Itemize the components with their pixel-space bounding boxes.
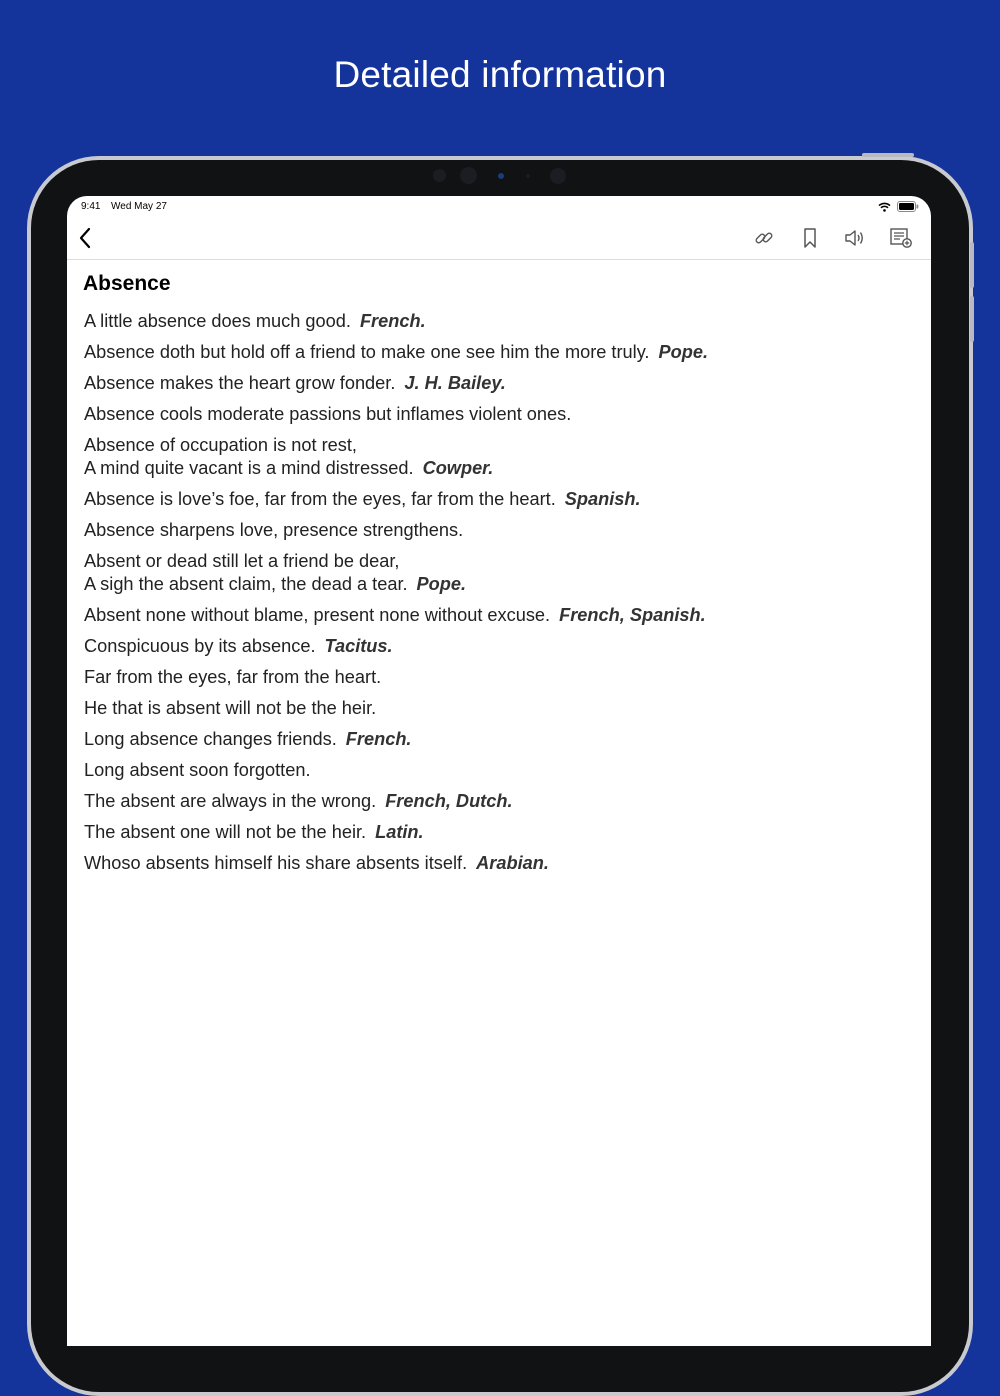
status-date: Wed May 27: [111, 201, 167, 212]
quote-text: Absence cools moderate passions but inflames violent ones.: [84, 404, 572, 424]
camera-flood: [526, 174, 530, 178]
quote-text: Absence sharpens love, presence strengthens.: [84, 520, 464, 540]
speaker-icon: [843, 227, 865, 249]
quote-item: [84, 635, 913, 658]
back-button[interactable]: [71, 224, 99, 252]
quote-item: [84, 403, 913, 426]
quote-item: [84, 341, 913, 364]
app-screen: [67, 196, 931, 1346]
quote-item: [84, 821, 913, 844]
quote-text: Whoso absents himself his share absents itself. Arabian.: [84, 853, 549, 873]
nav-bar: [67, 218, 931, 260]
quote-source: Pope.: [658, 342, 709, 362]
quote-text: He that is absent will not be the heir.: [84, 698, 377, 718]
quote-text: The absent are always in the wrong. French, Dutch.: [84, 791, 513, 811]
quote-text: A mind quite vacant is a mind distressed. Cowper.: [84, 458, 494, 478]
entry-title: Absence: [83, 272, 171, 295]
quote-item: [84, 666, 913, 689]
chevron-left-icon: [78, 227, 92, 249]
device-volume-down-button: [970, 296, 974, 342]
quote-item: [84, 759, 913, 782]
bookmark-icon: [803, 227, 817, 249]
quote-source: Spanish.: [564, 489, 641, 509]
quote-item: [84, 697, 913, 720]
status-bar: [67, 196, 931, 218]
quote-source: French.: [359, 311, 426, 331]
link-icon: [753, 227, 775, 249]
quote-text: Absence doth but hold off a friend to make one see him the more truly. Pope.: [84, 342, 709, 362]
quote-item: [84, 604, 913, 627]
quote-text: Absent none without blame, present none without excuse. French, Spanish.: [84, 605, 706, 625]
entry-content: [83, 272, 913, 883]
camera-projector: [550, 168, 566, 184]
quote-text: Far from the eyes, far from the heart.: [84, 667, 382, 687]
link-button[interactable]: [750, 224, 778, 252]
quote-list: [83, 310, 913, 875]
quote-source: French, Dutch.: [385, 791, 513, 811]
quote-item: [84, 550, 913, 596]
battery-icon: [897, 201, 919, 212]
device-volume-up-button: [970, 242, 974, 288]
quote-source: French.: [345, 729, 412, 749]
quote-source: Tacitus.: [324, 636, 393, 656]
quote-text: Absence is love’s foe, far from the eyes, far from the heart. Spanish.: [84, 489, 641, 509]
quote-item: [84, 488, 913, 511]
camera-sensor: [433, 169, 446, 182]
quote-source: Latin.: [375, 822, 424, 842]
quote-text: A sigh the absent claim, the dead a tear. Pope.: [84, 574, 467, 594]
speaker-button[interactable]: [840, 224, 868, 252]
quote-text: Conspicuous by its absence. Tacitus.: [84, 636, 393, 656]
quote-source: Cowper.: [422, 458, 494, 478]
camera-lens: [460, 167, 477, 184]
quote-item: [84, 310, 913, 333]
quote-item: [84, 790, 913, 813]
quote-source: J. H. Bailey.: [404, 373, 506, 393]
wifi-icon: [878, 202, 891, 212]
quote-source: Pope.: [416, 574, 467, 594]
quote-text: Absence makes the heart grow fonder. J. H. Bailey.: [84, 373, 506, 393]
camera-indicator: [498, 173, 504, 179]
quote-text: The absent one will not be the heir. Latin.: [84, 822, 424, 842]
notes-icon: [889, 227, 913, 249]
quote-source: Arabian.: [476, 853, 549, 873]
device-top-button: [862, 153, 914, 157]
quote-item: [84, 519, 913, 542]
quote-item: [84, 434, 913, 480]
quote-source: French, Spanish.: [559, 605, 706, 625]
quote-text: Long absence changes friends. French.: [84, 729, 412, 749]
quote-text: Absence of occupation is not rest,: [84, 435, 357, 455]
status-time: 9:41: [81, 201, 101, 212]
promo-title: Detailed information: [333, 54, 667, 95]
quote-item: [84, 728, 913, 751]
notes-button[interactable]: [887, 224, 915, 252]
status-icons: [878, 201, 919, 212]
quote-text: A little absence does much good. French.: [84, 311, 426, 331]
bookmark-button[interactable]: [796, 224, 824, 252]
quote-text: Long absent soon forgotten.: [84, 760, 311, 780]
quote-item: [84, 852, 913, 875]
quote-item: [84, 372, 913, 395]
quote-text: Absent or dead still let a friend be dear,: [84, 551, 400, 571]
